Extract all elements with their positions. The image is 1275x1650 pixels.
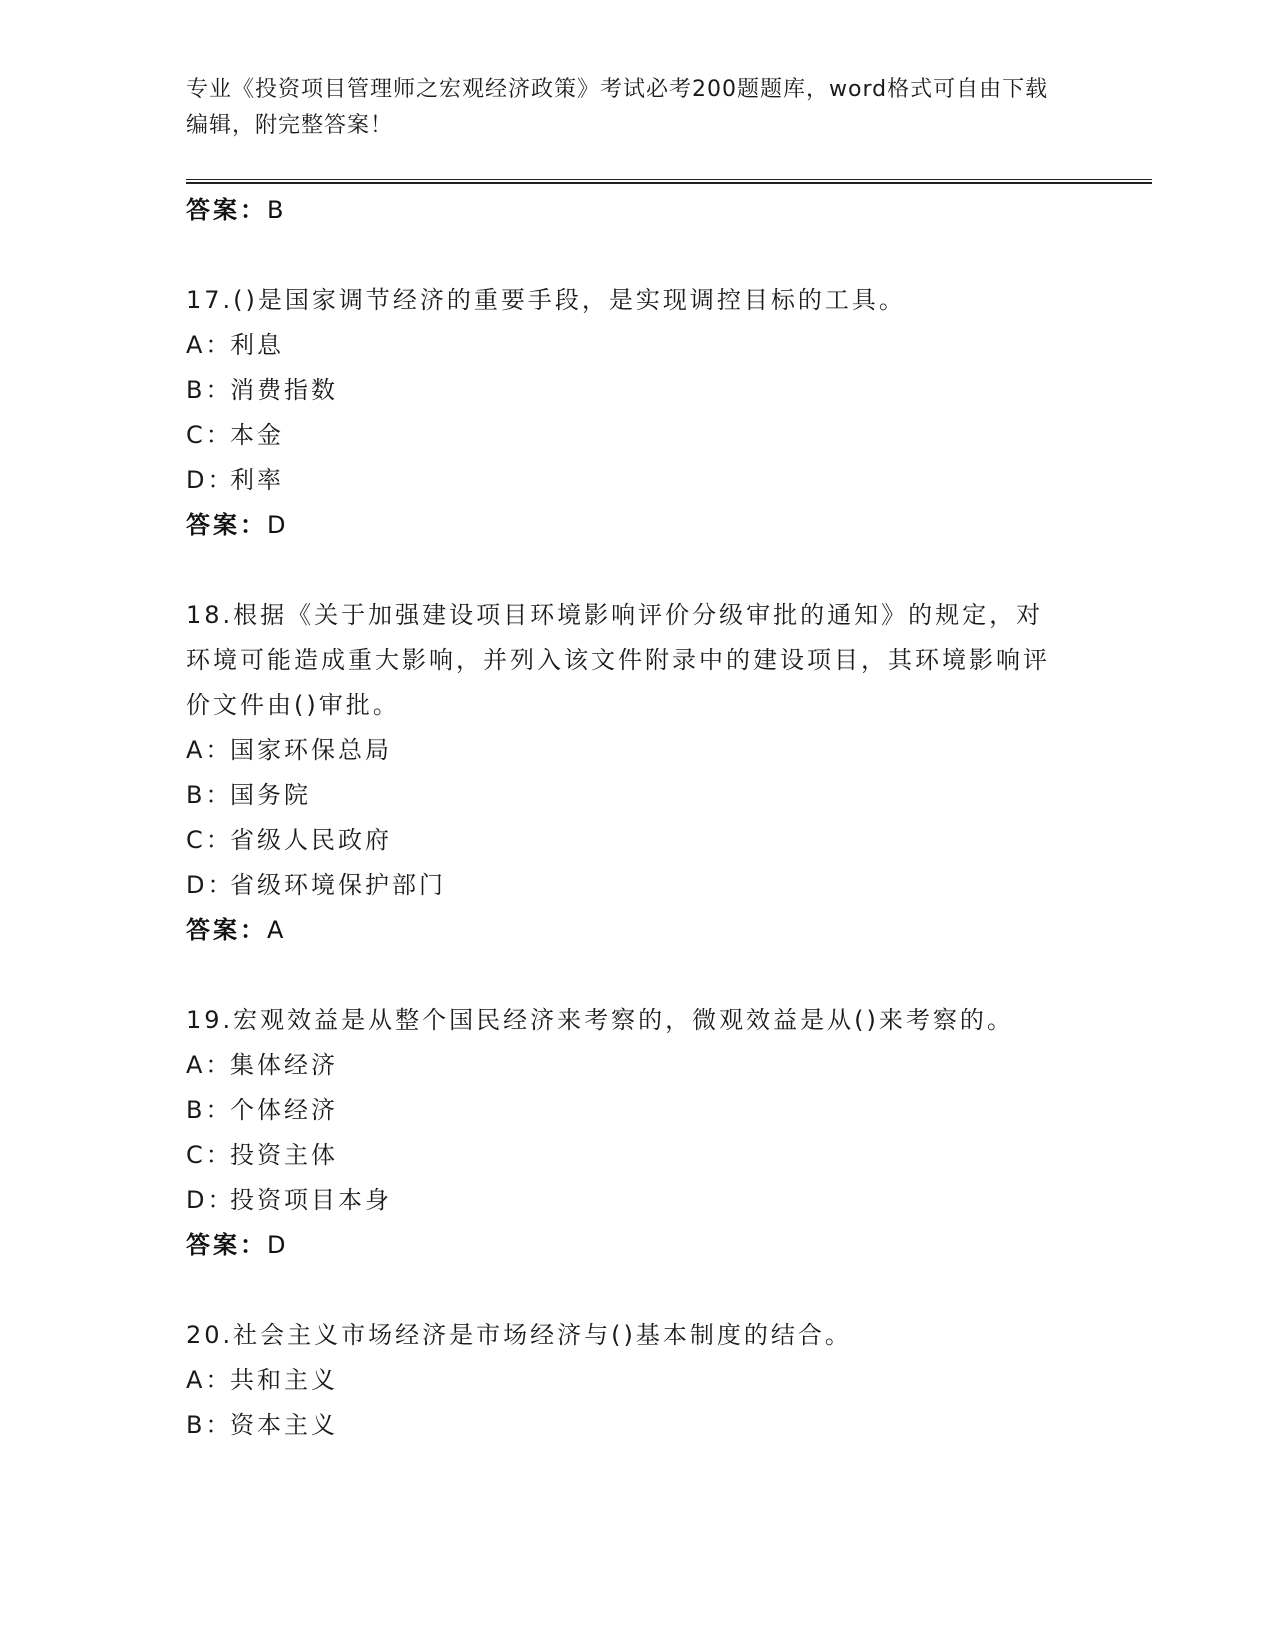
option-letter: D：	[186, 871, 235, 899]
option-text: 个体经济	[230, 1096, 338, 1124]
option-letter: D：	[186, 466, 235, 494]
answer-line	[186, 188, 1086, 233]
option-c	[186, 413, 1086, 458]
option-c	[186, 1133, 1086, 1178]
document-body	[186, 188, 1086, 1448]
option-a	[186, 1043, 1086, 1088]
option-letter: A：	[186, 736, 233, 764]
answer-value: B	[267, 196, 287, 224]
header-divider	[186, 179, 1152, 184]
option-text: 利率	[230, 466, 284, 494]
option-a	[186, 728, 1086, 773]
answer-label: 答案：	[186, 196, 267, 224]
answer-label: 答案：	[186, 511, 267, 539]
answer-label: 答案：	[186, 1231, 267, 1259]
question-block	[186, 1313, 1086, 1448]
answer-value: A	[267, 916, 287, 944]
option-text: 投资项目本身	[230, 1186, 392, 1214]
option-b	[186, 773, 1086, 818]
option-d	[186, 863, 1086, 908]
option-text: 资本主义	[230, 1411, 338, 1439]
option-letter: C：	[186, 826, 233, 854]
option-b	[186, 1088, 1086, 1133]
option-text: 消费指数	[230, 376, 338, 404]
option-letter: A：	[186, 331, 233, 359]
option-text: 集体经济	[230, 1051, 338, 1079]
answer-line	[186, 1223, 1086, 1268]
option-letter: B：	[186, 1096, 233, 1124]
option-text: 投资主体	[230, 1141, 338, 1169]
option-letter: C：	[186, 1141, 233, 1169]
option-letter: D：	[186, 1186, 235, 1214]
option-text: 国务院	[230, 781, 311, 809]
option-a	[186, 323, 1086, 368]
option-c	[186, 818, 1086, 863]
spacer	[186, 953, 1086, 998]
answer-value: D	[267, 511, 289, 539]
option-letter: A：	[186, 1051, 233, 1079]
option-text: 国家环保总局	[230, 736, 392, 764]
document-header: 专业《投资项目管理师之宏观经济政策》考试必考200题题库，word格式可自由下载编辑，附完整答案！	[186, 77, 1049, 138]
option-letter: B：	[186, 781, 233, 809]
question-stem: 19.宏观效益是从整个国民经济来考察的，微观效益是从()来考察的。	[186, 1006, 1014, 1034]
spacer	[186, 1268, 1086, 1313]
option-letter: B：	[186, 1411, 233, 1439]
question-stem: 17.()是国家调节经济的重要手段，是实现调控目标的工具。	[186, 286, 906, 314]
option-letter: C：	[186, 421, 233, 449]
spacer	[186, 548, 1086, 593]
spacer	[186, 233, 1086, 278]
question-stem: 20.社会主义市场经济是市场经济与()基本制度的结合。	[186, 1321, 852, 1349]
answer-line	[186, 908, 1086, 953]
question-block	[186, 593, 1086, 953]
option-text: 省级环境保护部门	[230, 871, 446, 899]
option-text: 利息	[230, 331, 284, 359]
option-letter: B：	[186, 376, 233, 404]
option-text: 本金	[230, 421, 284, 449]
answer-line	[186, 503, 1086, 548]
question-stem: 18.根据《关于加强建设项目环境影响评价分级审批的通知》的规定，对环境可能造成重大影响，并列入该文件附录中的建设项目，其环境影响评价文件由()审批。	[186, 601, 1050, 719]
question-block	[186, 998, 1086, 1268]
answer-value: D	[267, 1231, 289, 1259]
option-text: 共和主义	[230, 1366, 338, 1394]
option-d	[186, 1178, 1086, 1223]
question-block	[186, 278, 1086, 548]
option-b	[186, 368, 1086, 413]
option-text: 省级人民政府	[230, 826, 392, 854]
answer-label: 答案：	[186, 916, 267, 944]
option-a	[186, 1358, 1086, 1403]
option-d	[186, 458, 1086, 503]
option-letter: A：	[186, 1366, 233, 1394]
option-b	[186, 1403, 1086, 1448]
